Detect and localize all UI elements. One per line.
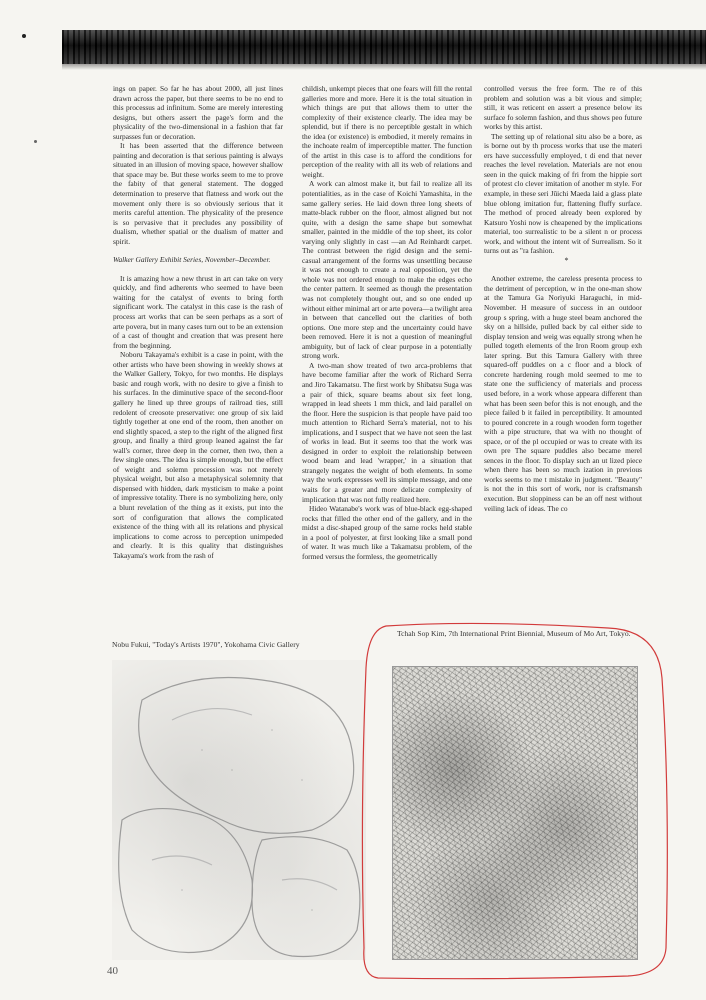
paragraph: Noboru Takayama's exhibit is a case in point, with the other artists who have been showing in weekly shows at the Walker Gallery, Tokyo, for two months. He displays basic and rough work, with no desire to give a finish to his surfaces. In the diminutive space of the second-floor gallery he lined up three groups of railroad ties, still redolent of creosote preservative: one group of six laid tightly together at one end of the room, then another on end slightly spaced, a step to the right of the aligned first group, and finally a third group leaned against the far wall's corner, three deep in the corner, then two, then a few single ones. The idea is simple enough, but the effect of weight and solemn procession was not merely physical weight, but also a metaphysical solemnity that dispensed with hidden, dark mysticism to make a point of impressive totality. There is no symbolizing here, only a blunt revelation of the thing as it exists, put into the sort of configuration that allows the complicated existence of the thing with all its relations and physical implications to come across to perception unimpeded and clearly. It is this quality that distinguishes Takayama's work from the rash of [113, 350, 283, 560]
paragraph: It has been asserted that the difference between painting and decoration is that serious painting is always situated in an illusion of moving space, however shallow that space may be. But these works seem to me to prove the fabity of that general statement. The dogged determination to preserve that flatness and work out the movement only there is so obviously serious that it merits careful attention. The physicality of the presence is so pervasive that it precludes any possibility of dualism, whether spatial or the dualism of matter and spirit. [113, 141, 283, 246]
margin-dot [22, 34, 26, 38]
margin-dot [34, 140, 37, 143]
stone-forms-illustration [112, 660, 366, 960]
artwork-photo-stone-forms [112, 660, 366, 960]
artwork-photo-print-texture [392, 666, 638, 960]
figure-caption-right: Tchah Sop Kim, 7th International Print Biennial, Museum of Mo Art, Tokyo. [397, 629, 631, 638]
paragraph: A two-man show treated of two arca-problems that have become familiar after the work of Richard Serra and Jiro Takamatsu. The first work by Shibatsu Suga was a pair of thick, square beams about six feet long, wrapped in lead sheets 1 mm thick, and laid parallel on the floor. Here the suspicion is that people have paid too much attention to Richard Serra's material, not to his implications, and I suspect that we have not seen the last of works in lead. But it seems too that the work was designed in order to exploit the relationship between wood beam and lead 'wrapper,' in a situation that strangely negates the weight of both elements. In some way the work expresses well its simple message, and one waits for a greater and more delicate complexity of implication that was not fully realized here. [302, 360, 472, 504]
paragraph: The setting up of relational situ also be a bore, as is borne out by th process works that use the materi ers have successfully employed, t di end that never reaches the level revelation. Materials are not enou seen in the quick making of fri from the hippie sort of protest clo clever imitation of another m style. For example, in these seri Jūichi Maeda laid a glass plate blue oblong imitation fur, flattening fluffy surface. The method of proced already been explored by Katsuro Yoshi now is cheapened by the implications material, too surrealistic to be a silent n or process work, and without the intent wit of Surrealism. So it turns out as "ra fashion. [484, 131, 642, 256]
text-column-2 [302, 84, 472, 629]
section-divider-star: * [564, 255, 569, 265]
figure-caption-left: Nobu Fukui, "Today's Artists 1970", Yokohama Civic Gallery [112, 640, 300, 649]
paragraph: Hideo Watanabe's work was of blue-black egg-shaped rocks that filled the other end of the gallery, and in the midst a disc-shaped group of the same rocks held stable in a pool of polyester, at first looking like a small pond of water. It was much like a Takamatsu problem, of the formed versus the formless, the geometrically [302, 504, 472, 561]
paragraph: childish, unkempt pieces that one fears will fill the rental galleries more and more. Here it is the total situation in which things are put that allows them to utter the complexity of their existence clearly. The idea may be splendid, but if there is no perceptible gestalt in which the idea (or existence) is embodied, it merely remains in the inchoate realm of imperceptible matter. The function of the artist in this case is to afford the conditions for perception of the reality with all its web of relations and weight. [302, 84, 472, 179]
paragraph: It is amazing how a new thrust in art can take on very quickly, and find adherents who seemed to have been waiting for the catalyst of events to bring forth significant work. The catalyst in this case is the rash of process art works that can be seen perhaps as a sort of arte povera, but in many cases turn out to be an extension of a cast of thought and creation that was present here from the beginning. [113, 273, 283, 350]
paragraph: A work can almost make it, but fail to realize all its potentialities, as in the case of Koichi Yamashita, in the same gallery series. He laid down three long sheets of matte-black rubber on the floor, almost aligned but not quite, with a design the same shape but somewhat smaller, painted in the middle of the top sheet, its color varying only slightly in cast —an Ad Reinhardt carpet. The contrast between the rigid design and the semi-casual arrangement of the forms was unsettling because it was not enough to create a real opposition, yet the whole was not ordered enough to make the edges echo the center pattern. It seemed as though the presentation was not completely thought out, and so one ended up without either minimal art or arte povera—a twilight area in between that cancelled out the clarities of both options. One more step and the uncertainty could have been removed. Here it is not a question of meaningful ambiguity, but of lack of clear purpose in a potentially strong work. [302, 179, 472, 361]
text-column-3 [484, 84, 642, 624]
paragraph: ings on paper. So far he has about 2000, all just lines drawn across the paper, but there seems to be no end to this processus ad infinitum. Some are merely interesting designs, but others assert the page's form and the physicality of the two-dimensional in a fashion that far surpasses fun or decoration. [113, 84, 283, 141]
section-heading: Walker Gallery Exhibit Series, November–December. [113, 255, 271, 265]
text-column-1 [113, 84, 283, 624]
paragraph: Another extreme, the careless presenta process to the detriment of perception, w in the one-man show at the Tamura Ga Noriyuki Haraguchi, in mid-November. H measure of success in an outdoor group s spring, with a huge steel beam anchored the sky on a hillside, pulled back by cal either side to display tension and weig was equally strong when he pulled togeth elements of the Iron Room group exh later spring. But this Tamura Gallery with three squared-off puddles on a c floor and a block of concrete hardening rough mold seemed to me to state one the sufficiency of materials and process used before, in a work whose appeara different than what has been seen befor this is not enough, and the piece failed b it failed in perceptibility. It amounted to poured concrete in a rough wooden form together with a pipe structure, that wa with no thought of space, or of the pl occupied or was to create with its own pre The square puddles also became merel sences in the floor. To display such an ut lized piece when there has been so much ization in previous works seems to me t mistake in judgment. "Beauty" is not the in this sort of work, nor is craftsmansh execution. But sloppiness can be an off nest without veiling lack of ideas. The co [484, 274, 642, 513]
page-number: 40 [107, 965, 118, 977]
paragraph: controlled versus the free form. The re of this problem and solution was a bit vious and simple; still, it was reticent en assert a presence below its surface fo solemn fashion, and thus shows peo future works by this artist. [484, 84, 642, 132]
scan-binding-strip [62, 30, 706, 64]
